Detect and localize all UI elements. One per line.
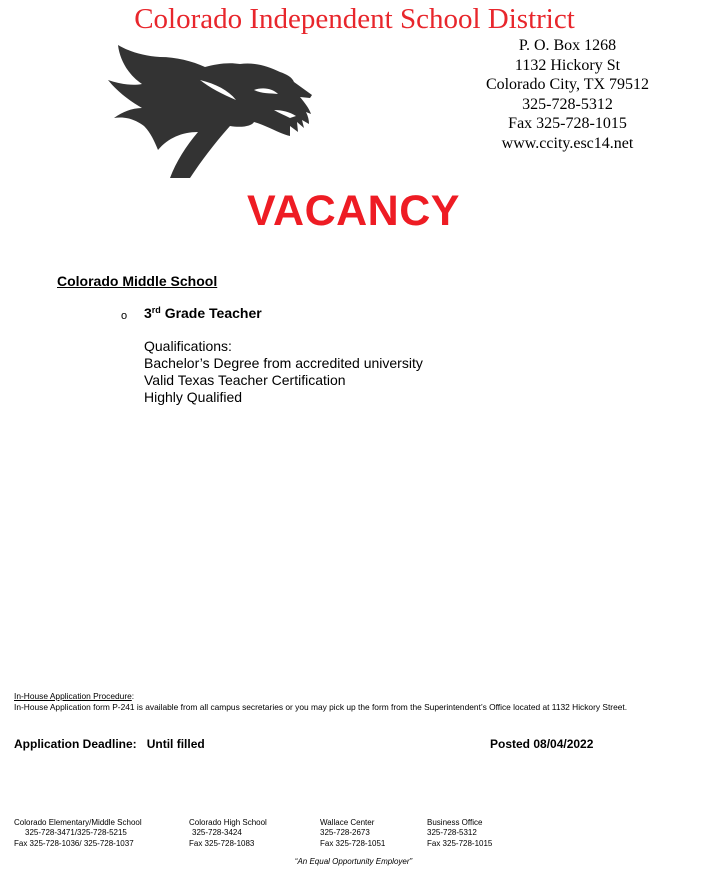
address-website: www.ccity.esc14.net bbox=[501, 134, 634, 152]
application-deadline bbox=[14, 737, 205, 752]
district-title: Colorado Independent School District bbox=[134, 3, 575, 35]
office-phone: 325-728-5312 bbox=[427, 828, 477, 838]
address-po-box: P. O. Box 1268 bbox=[518, 37, 617, 54]
office-name: Colorado Elementary/Middle School bbox=[14, 818, 142, 827]
school-name: Colorado Middle School bbox=[57, 273, 218, 289]
footer-office bbox=[189, 818, 267, 849]
office-name: Business Office bbox=[427, 818, 483, 827]
address-street: 1132 Hickory St bbox=[514, 56, 621, 74]
office-phone: 325-728-2673 bbox=[320, 828, 370, 838]
office-fax: Fax 325-728-1036/ 325-728-1037 bbox=[14, 838, 134, 848]
position-title bbox=[144, 305, 262, 322]
footer-office bbox=[320, 818, 385, 849]
footer-office bbox=[14, 818, 142, 849]
position-grade-suffix: rd bbox=[151, 305, 161, 315]
office-fax: Fax 325-728-1015 bbox=[427, 838, 493, 848]
wolf-logo-icon bbox=[104, 40, 316, 180]
position-grade-number: 3 bbox=[144, 305, 152, 321]
qualification-item: Bachelor’s Degree from accredited university bbox=[144, 355, 423, 371]
office-name: Colorado High School bbox=[189, 818, 267, 827]
office-fax: Fax 325-728-1051 bbox=[320, 838, 386, 848]
address-city: Colorado City, TX 79512 bbox=[485, 76, 650, 93]
procedure-heading-colon: : bbox=[131, 691, 135, 701]
office-name: Wallace Center bbox=[320, 818, 375, 827]
district-address bbox=[470, 36, 665, 153]
address-phone: 325-728-5312 bbox=[522, 95, 613, 113]
procedure-text: In-House Application form P-241 is available from all campus secretaries or you may pick up the form from the Superintendent’s Office located at 1132 Hickory Street. bbox=[14, 701, 628, 712]
procedure-heading: In-House Application Procedure bbox=[14, 691, 132, 701]
deadline-label: Application Deadline: bbox=[14, 737, 137, 751]
position-grade-text: Grade Teacher bbox=[164, 305, 262, 321]
posted-date: Posted 08/04/2022 bbox=[490, 737, 594, 751]
office-fax: Fax 325-728-1083 bbox=[189, 838, 255, 848]
equal-opportunity-statement: “An Equal Opportunity Employer” bbox=[294, 857, 413, 866]
address-fax: Fax 325-728-1015 bbox=[508, 115, 627, 132]
office-phone: 325-728-3471/325-728-5215 bbox=[25, 828, 127, 838]
qualification-item: Valid Texas Teacher Certification bbox=[144, 372, 346, 388]
bullet-circle-icon: o bbox=[121, 310, 128, 322]
deadline-value: Until filled bbox=[146, 737, 205, 751]
qualification-item: Highly Qualified bbox=[144, 389, 243, 405]
vacancy-heading: VACANCY bbox=[247, 187, 460, 235]
qualifications-list bbox=[144, 338, 423, 406]
office-phone: 325-728-3424 bbox=[192, 828, 242, 838]
application-procedure bbox=[14, 691, 694, 712]
footer-office bbox=[427, 818, 492, 849]
qualifications-heading: Qualifications: bbox=[144, 338, 232, 354]
